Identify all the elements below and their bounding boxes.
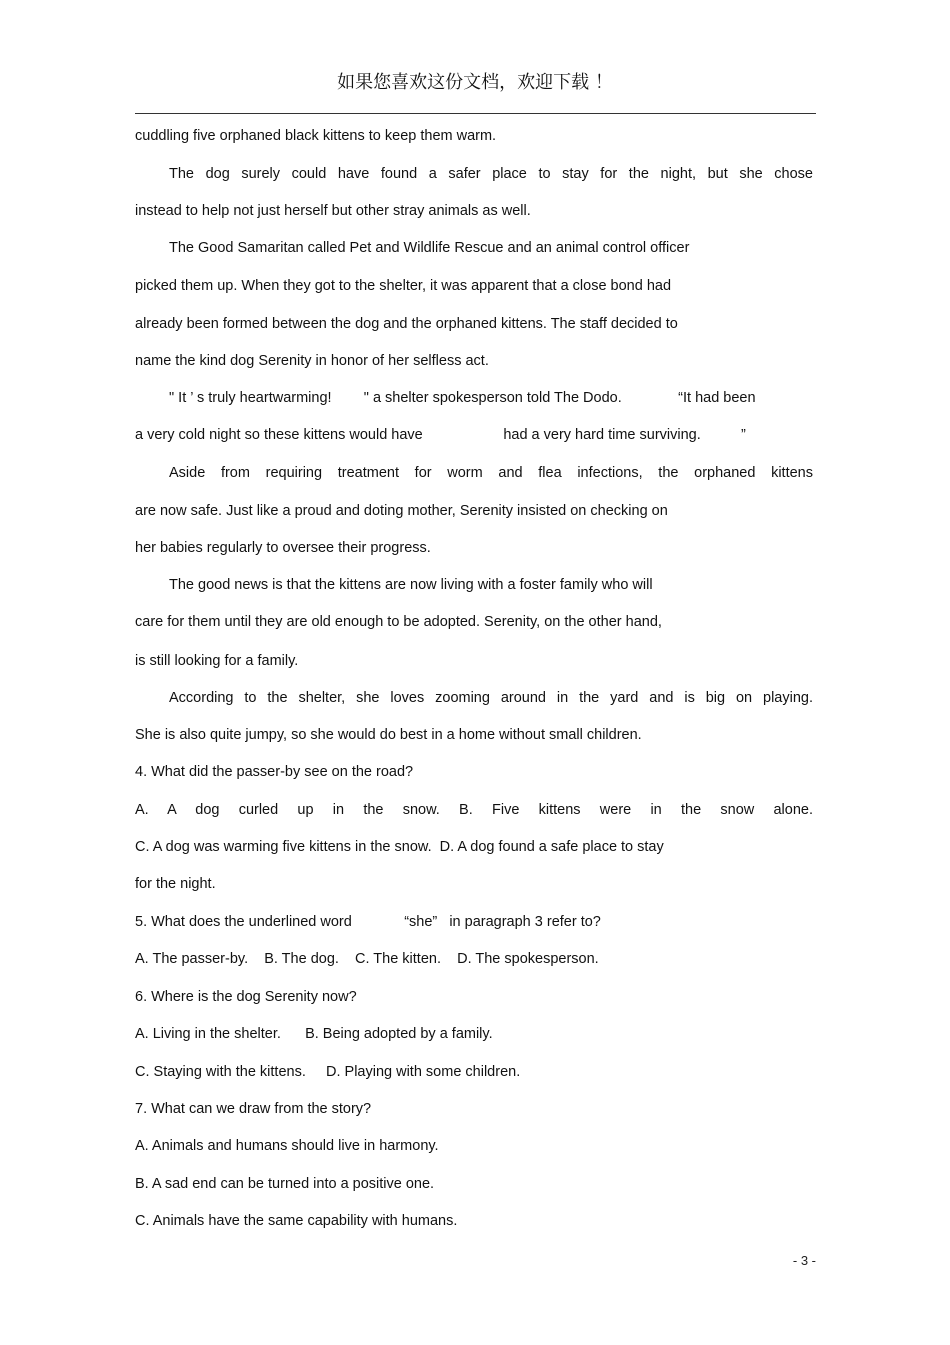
question-6-options: A. Living in the shelter. B. Being adopted by a family. (135, 1026, 493, 1042)
passage-line: cuddling five orphaned black kittens to keep them warm. (135, 128, 497, 144)
question-4-options: A. A dog curled up in the snow. B. Five kittens were in the snow alone. (135, 802, 813, 818)
passage-line: is still looking for a family. (135, 653, 299, 669)
passage-line: picked them up. When they got to the shelter, it was apparent that a close bond had (135, 278, 672, 294)
passage-line: The Good Samaritan called Pet and Wildlife Rescue and an animal control officer (169, 240, 690, 256)
passage-line: She is also quite jumpy, so she would do best in a home without small children. (135, 727, 642, 743)
question-7: 7. What can we draw from the story? (135, 1101, 372, 1117)
passage-line: " It ’ s truly heartwarming! " a shelter spokesperson told The Dodo. “It had been (169, 390, 756, 406)
passage-line: a very cold night so these kittens would have had a very hard time surviving. ” (135, 427, 746, 443)
passage-line: The dog surely could have found a safer place to stay for the night, but she chose (169, 166, 813, 182)
passage-line: The good news is that the kittens are now living with a foster family who will (169, 577, 653, 593)
passage-line: already been formed between the dog and the orphaned kittens. The staff decided to (135, 316, 678, 332)
passage-line: are now safe. Just like a proud and doting mother, Serenity insisted on checking on (135, 503, 668, 519)
question-7-option: B. A sad end can be turned into a positive one. (135, 1176, 435, 1192)
page-header: 如果您喜欢这份文档，欢迎下载 ！ (337, 72, 613, 93)
question-7-option: A. Animals and humans should live in harmony. (135, 1138, 439, 1154)
question-4-options: for the night. (135, 876, 216, 892)
passage-line: name the kind dog Serenity in honor of her selfless act. (135, 353, 489, 369)
question-6: 6. Where is the dog Serenity now? (135, 989, 357, 1005)
passage-line: care for them until they are old enough to be adopted. Serenity, on the other hand, (135, 614, 662, 630)
question-5: 5. What does the underlined word “she” in paragraph 3 refer to? (135, 914, 601, 930)
question-6-options: C. Staying with the kittens. D. Playing with some children. (135, 1064, 521, 1080)
question-4: 4. What did the passer-by see on the road? (135, 764, 414, 780)
question-4-options: C. A dog was warming five kittens in the snow. D. A dog found a safe place to stay (135, 839, 664, 855)
page-number: - 3 - (792, 1253, 816, 1268)
passage-line: Aside from requiring treatment for worm and flea infections, the orphaned kittens (169, 465, 813, 481)
passage-line: According to the shelter, she loves zooming around in the yard and is big on playing. (169, 690, 813, 706)
header-divider (135, 113, 816, 114)
passage-line: instead to help not just herself but other stray animals as well. (135, 203, 531, 219)
question-7-option: C. Animals have the same capability with humans. (135, 1213, 458, 1229)
question-5-options: A. The passer-by. B. The dog. C. The kitten. D. The spokesperson. (135, 951, 599, 967)
passage-line: her babies regularly to oversee their progress. (135, 540, 431, 556)
